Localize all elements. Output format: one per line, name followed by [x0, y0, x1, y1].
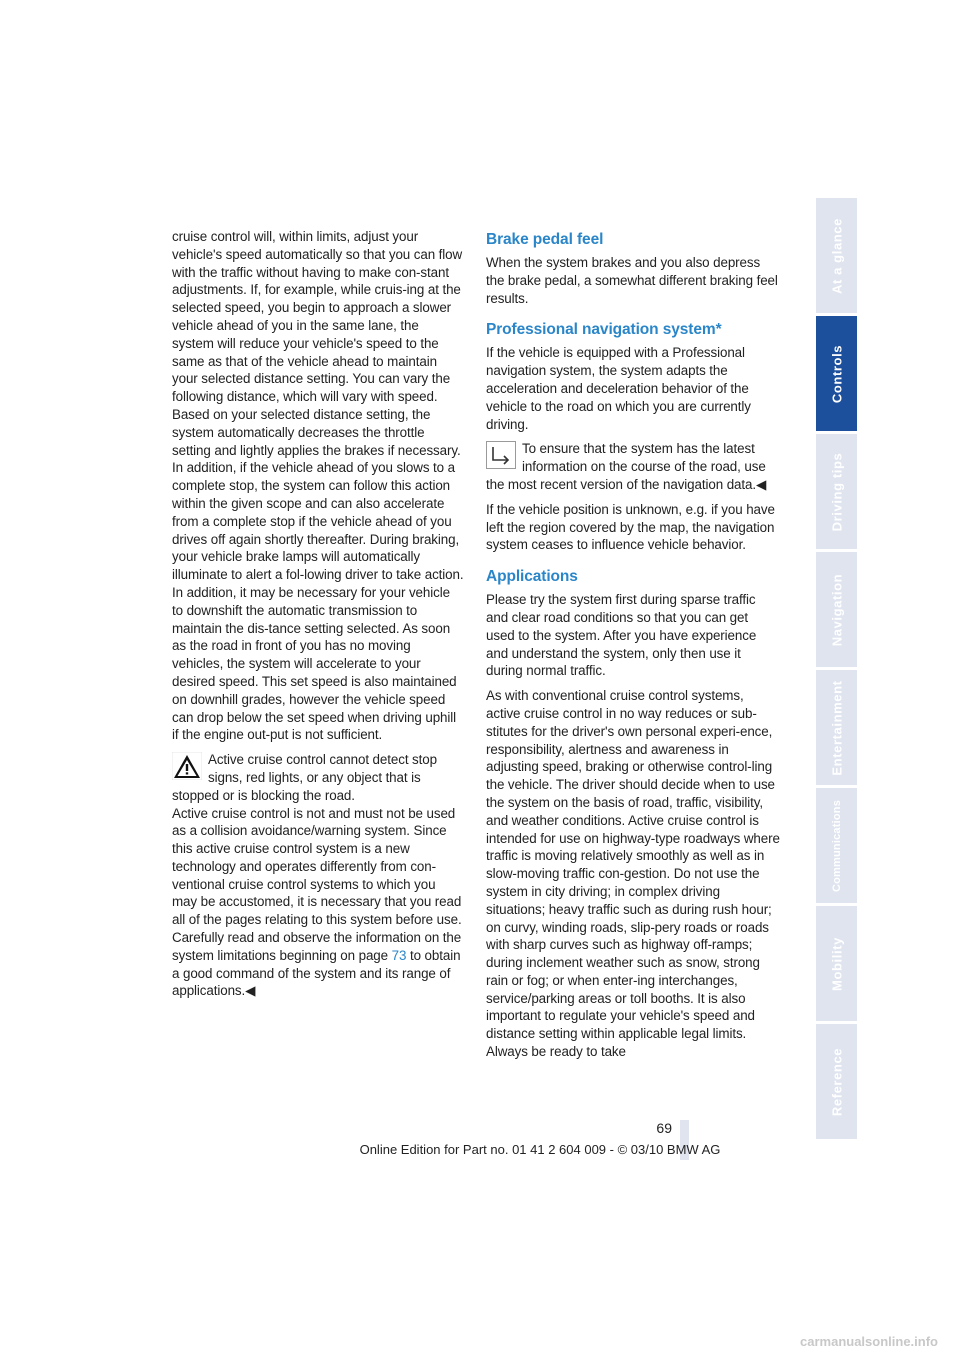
applications-paragraph-1: Please try the system first during sparse traffic and clear road conditions so that you can get used to the system. After you have experience and understand the system, only then use it during normal traffic.: [486, 592, 757, 679]
tab-navigation[interactable]: [816, 552, 857, 670]
tab-label: Navigation: [829, 573, 844, 646]
navigation-heading: Professional navigation system*: [486, 321, 722, 339]
warning-body: [172, 805, 464, 1001]
navigation-text: If the vehicle is equipped with a Professional navigation system, the system adapts the acceleration and deceleration behavior of the vehicle to the road on which you are currently driving.: [486, 345, 751, 432]
applications-paragraph-2: As with conventional cruise control systems, active cruise control in no way reduces or sub-stitutes for the driver's own personal experi-ence, responsibility, alertness and awareness in adjusting speed, braking or otherwise control-ling the vehicle. The driver should decide when to use the system on the basis of road, traffic, visibility, and weather conditions. Active cruise control is intended for use on highway-type roadways where traffic is moving relatively smoothly as well as in slow-moving traffic con-gestion. Do not use the system in city driving; in complex driving situations; heavy traffic such as during rush hour; on curvy, winding roads, slip-pery roads or roads with sharp curves such as highway off-ramps; during inclement weather such as snow, strong rain or fog; or when enter-ing interchanges, service/parking areas or toll booths. It is also important to regulate your vehicle's speed and distance setting within applicable legal limits. Always be ready to take: [486, 688, 780, 1060]
end-mark: ◀: [755, 476, 767, 492]
tab-label: Entertainment: [829, 679, 844, 776]
tab-driving-tips[interactable]: [816, 434, 857, 552]
tab-communications[interactable]: [816, 788, 857, 906]
intro-paragraph: cruise control will, within limits, adjust your vehicle's speed automatically so that you can flow with the traffic without having to make con-stant adjustments. If, for example, while cruis-ing at the selected speed, you begin to approach a slower vehicle ahead of you in the same lane, the system will reduce your vehicle's speed to the same as that of the vehicle ahead to maintain your selected distance setting. You can vary the following distance, which will vary with speed. Based on your selected distance setting, the system automatically decreases the throttle setting and lightly applies the brakes if necessary. In addition, if the vehicle ahead of you slows to a complete stop, the system can follow this action within the given scope and can also accelerate from a complete stop if the vehicle ahead of you drives off again shortly thereafter. During braking, your vehicle brake lamps will automatically illuminate to alert a fol-lowing driver to take action. In addition, it may be necessary for your vehicle to downshift the automatic transmission to maintain the dis-tance setting selected. As soon as the road in front of you has no moving vehicles, the system will accelerate to your desired speed. This set speed is also maintained on downhill grades, however the vehicle speed can drop below the set speed when driving uphill if the engine out-put is not sufficient.: [172, 229, 464, 743]
warning-line-1: Active cruise control cannot detect stop: [208, 752, 437, 768]
chapter-tabs: [816, 198, 857, 1142]
applications-heading: Applications: [486, 568, 578, 586]
brake-pedal-heading: Brake pedal feel: [486, 231, 604, 248]
tab-at-a-glance[interactable]: [816, 198, 857, 316]
warning-body-text: Active cruise control is not and must not be used as a collision avoidance/warning system. Since this active cruise control system is a new technology and operates differently from con-ventional cruise control systems to which you may be accustomed, it is necessary that you read all of the pages relating to this system before use. Carefully read and observe the information on the system limitations beginning on page: [172, 805, 462, 963]
note-rest-text: the most recent version of the navigation data.: [486, 476, 756, 492]
watermark: carmanualsonline.info: [800, 1334, 938, 1349]
tab-entertainment[interactable]: [816, 670, 857, 788]
tab-label: Reference: [829, 1047, 844, 1116]
page-73-link[interactable]: 73: [391, 947, 407, 963]
tab-controls[interactable]: [816, 316, 857, 434]
edition-line: Online Edition for Part no. 01 41 2 604 009 - © 03/10 BMW AG: [359, 1142, 721, 1157]
navigation-note: [486, 440, 780, 493]
warning-rest: stopped or is blocking the road.: [172, 787, 355, 803]
tab-label: Mobility: [829, 936, 844, 991]
tab-label: Communications: [830, 799, 843, 892]
end-mark: ◀: [245, 983, 256, 999]
left-column: [172, 228, 464, 1007]
tab-label: Driving tips: [829, 452, 844, 531]
tab-reference[interactable]: [816, 1024, 857, 1142]
note-line-2: information on the course of the road, use: [522, 459, 766, 475]
page-number: 69: [656, 1120, 672, 1136]
right-column: [486, 230, 780, 1068]
brake-pedal-text: When the system brakes and you also depress the brake pedal, a somewhat different braking feel results.: [486, 255, 778, 306]
tab-label: At a glance: [829, 217, 844, 294]
warning-line-2: signs, red lights, or any object that is: [208, 769, 421, 785]
warning-triangle-icon: [172, 752, 202, 780]
warning-note: [172, 751, 464, 1000]
note-rest: [486, 476, 780, 494]
note-arrow-icon: [486, 441, 516, 469]
warning-body-end: to obtain a good command of the system and its range of applications.: [172, 947, 461, 999]
note-line-1: To ensure that the system has the latest: [522, 441, 755, 457]
navigation-text-2: If the vehicle position is unknown, e.g. if you have left the region covered by the map, the navigation system ceases to influence vehicle behavior.: [486, 501, 775, 553]
tab-mobility[interactable]: [816, 906, 857, 1024]
tab-label: Controls: [829, 344, 844, 403]
